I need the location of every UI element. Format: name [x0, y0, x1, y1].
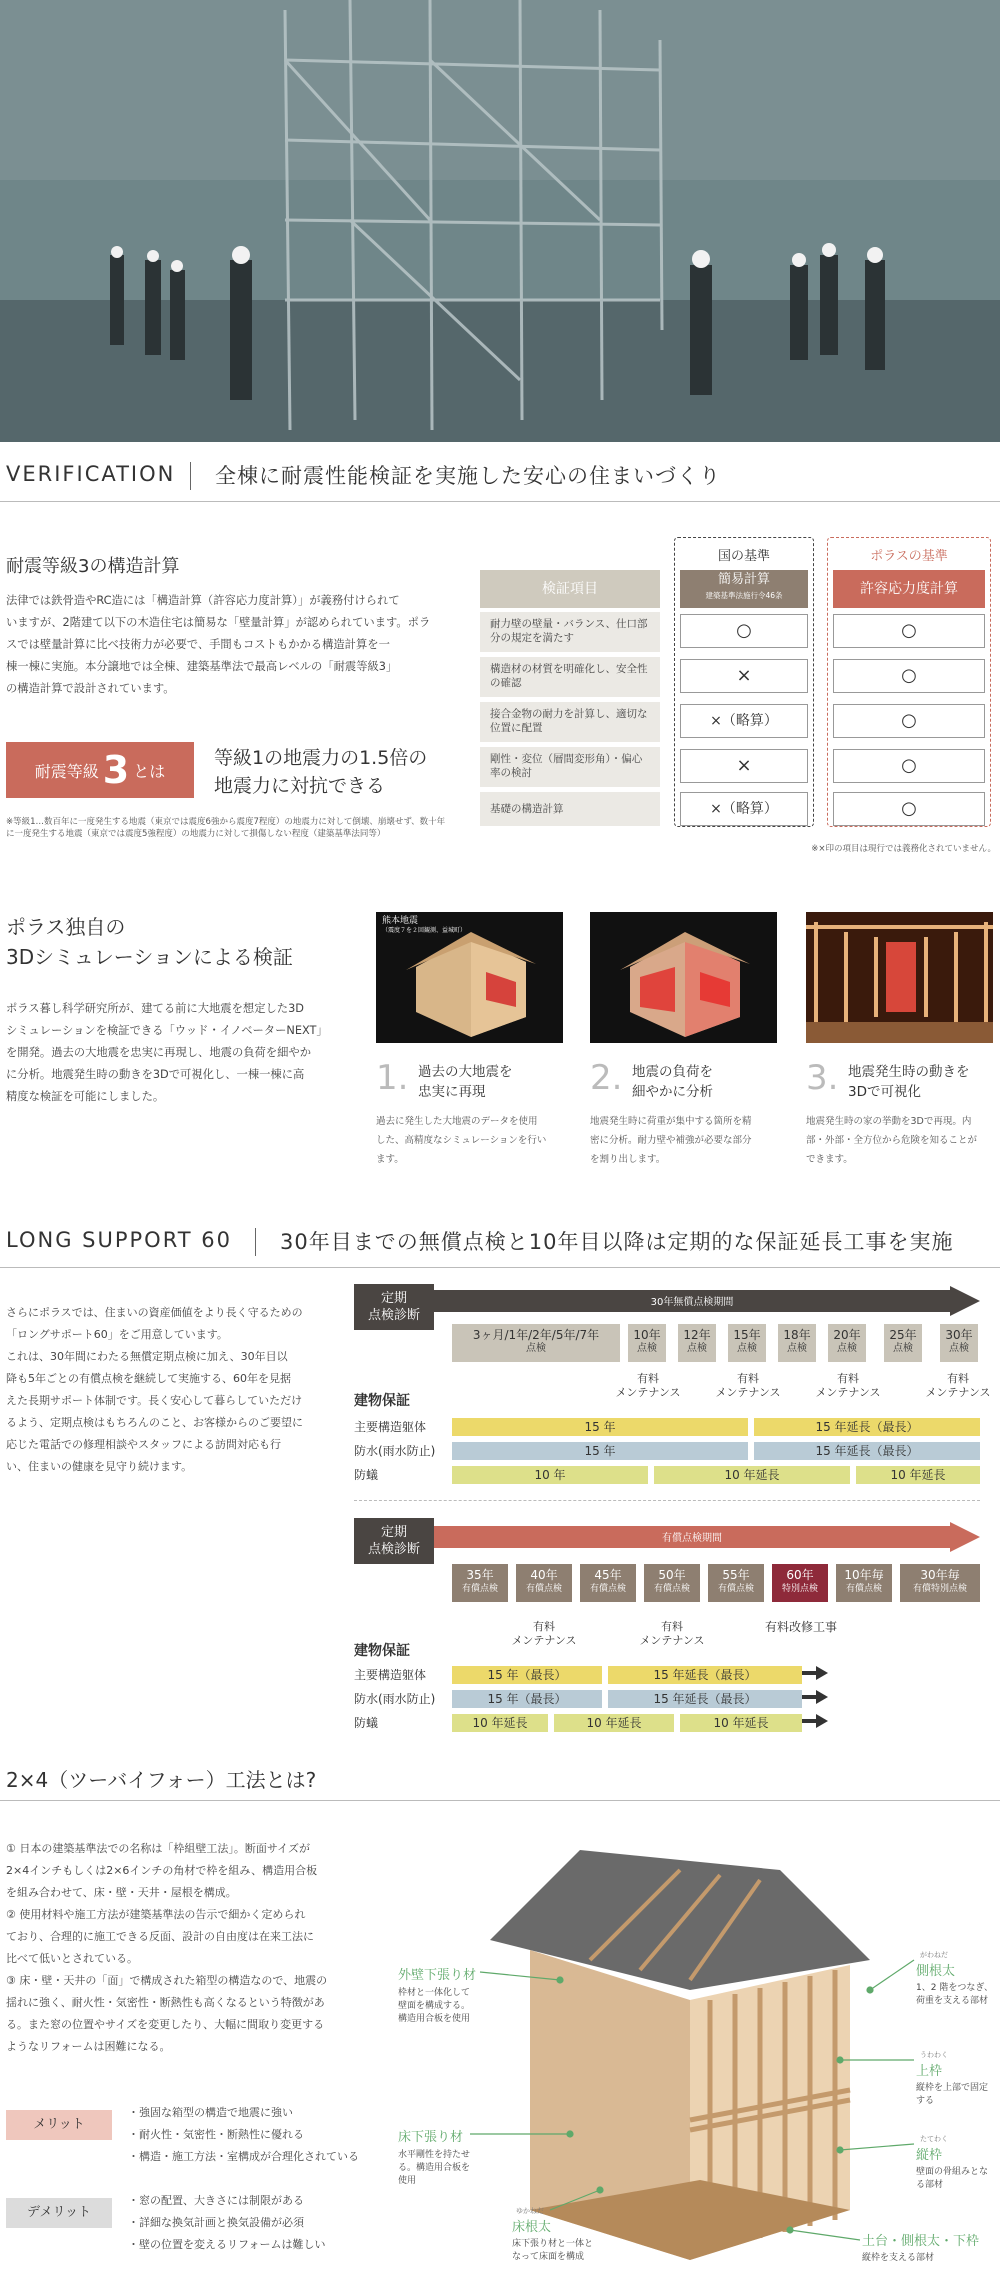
timeline2-head	[354, 1518, 434, 1564]
twobyfour-body-line: 2×4インチもしくは2×6インチの角材で枠を組み、構造用合板	[6, 1864, 318, 1877]
warranty-bar: 15 年	[452, 1418, 748, 1436]
long-support-en: LONG SUPPORT 60	[6, 1228, 232, 1252]
structure-body-line: いますが、2階建て以下の木造住宅は簡易な「壁量計算」が認められています。ポラ	[6, 616, 431, 629]
box-year: 60年	[786, 1568, 814, 1582]
maint-text: メンテナンス	[639, 1634, 705, 1647]
label-desc-line: 1、2 階をつなぎ、	[916, 1983, 993, 1993]
sim-body-line: を開発。過去の大地震を忠実に再現し、地震の負荷を細やか	[6, 1046, 312, 1059]
box-year: 10年毎	[844, 1568, 884, 1582]
warranty-bar: 15 年延長（最長）	[754, 1418, 980, 1436]
structure-body-line: 棟一棟に実施。本分譲地では全棟、建築基準法で最高レベルの「耐震等級3」	[6, 660, 398, 673]
merit-list	[128, 2102, 359, 2168]
timeline1-box	[728, 1324, 766, 1362]
box-sub: 点検	[637, 1343, 657, 1354]
box-year: 18年	[783, 1328, 811, 1342]
twobyfour-body-line: ようなリフォームは困難になる。	[6, 2040, 171, 2053]
twobyfour-body-line: 比べて低いとされている。	[6, 1952, 138, 1965]
step-desc-line: 密に分析。耐力壁や補強が必要な部分	[590, 1135, 752, 1146]
label-dodai	[862, 2230, 979, 2265]
timeline2-box	[836, 1564, 892, 1602]
box-sub: 有償点検	[589, 1584, 626, 1594]
label-gawanedai	[916, 1950, 993, 2008]
box-year: 50年	[658, 1568, 686, 1582]
ruby: うわわく	[920, 2051, 948, 2059]
label-desc-line: 荷重を支える部材	[916, 1996, 989, 2006]
sim-body-line: に分析。地震発生時の動きを3Dで可視化し、一棟一棟に高	[6, 1068, 305, 1081]
label-desc-line: 使用	[398, 2176, 417, 2186]
maint-text: メンテナンス	[925, 1386, 991, 1399]
timeline2-maint-label	[508, 1620, 580, 1648]
maint-paid: 有料	[837, 1372, 859, 1385]
box-year: 10年	[633, 1328, 661, 1342]
timeline1-box	[778, 1324, 816, 1362]
timeline1-maint-label	[712, 1372, 784, 1400]
box-year: 30年毎	[920, 1568, 960, 1582]
box-sub: 有償点検	[525, 1584, 562, 1594]
structure-body-line: スでは壁量計算に比べ技術力が必要で、手間もコストもかかる構造計算を一	[6, 638, 390, 651]
table-row-item: 基礎の構造計算	[480, 792, 660, 826]
merit-item: ・強固な箱型の構造で地震に強い	[128, 2106, 293, 2119]
box-sub: 有償点検	[717, 1584, 754, 1594]
grade-desc-line: 地震力に対抗できる	[214, 775, 386, 797]
table-row-polus: ○	[833, 614, 985, 648]
merit-item: ・耐火性・気密性・断熱性に優れる	[128, 2128, 304, 2141]
twobyfour-body-line: る。また窓の位置やサイズを変更したり、大幅に間取り変更する	[6, 2018, 325, 2031]
row-label: 防蟻	[354, 1468, 379, 1482]
sim-caption-title: 熊本地震	[382, 916, 419, 926]
ruby: ゆかねだ	[516, 2207, 544, 2215]
twobyfour-title: 2×4（ツーバイフォー）工法とは?	[6, 1768, 317, 1792]
timeline2-box-special	[772, 1564, 828, 1602]
twobyfour-body-line: ③ 床・壁・天井の「面」で構成された箱型の構造なので、地震の	[6, 1974, 328, 1987]
timeline2-repair-label: 有料改修工事	[764, 1620, 837, 1634]
label-desc-line: 枠材と一体化して	[398, 1988, 471, 1998]
box-year: 12年	[683, 1328, 711, 1342]
warranty-bar: 10 年	[452, 1466, 648, 1484]
box-year: 45年	[594, 1568, 622, 1582]
table-row-national: ×	[680, 749, 808, 783]
step-desc	[376, 1112, 546, 1169]
timeline1-first-box	[452, 1324, 620, 1362]
timeline1-box	[628, 1324, 666, 1362]
step-title-line: 過去の大地震を	[418, 1064, 513, 1080]
long-body	[6, 1302, 351, 1478]
label-desc-line: 壁面を構成する。	[398, 2001, 471, 2011]
warranty-bar: 10 年延長	[680, 1714, 802, 1732]
timeline2-box	[708, 1564, 764, 1602]
verification-en: VERIFICATION	[6, 462, 176, 486]
long-body-line: えた長期サポート体制です。長く安心して暮らしていただけ	[6, 1394, 303, 1407]
box-sub: 点検	[687, 1343, 707, 1354]
ruby: がわねだ	[920, 1951, 948, 1959]
step-title	[418, 1062, 513, 1102]
timeline1-box	[884, 1324, 922, 1362]
box-year: 40年	[530, 1568, 558, 1582]
label-dodai-title: 土台・側根太・下枠	[862, 2234, 980, 2249]
sim-title-line: 3Dシミュレーションによる検証	[6, 945, 293, 969]
timeline2-arrow-label: 有償点検期間	[662, 1533, 722, 1544]
sim-body	[6, 998, 366, 1108]
step-title-line: 地震の負荷を	[632, 1064, 713, 1080]
box-sub: 有償特別点検	[912, 1584, 967, 1594]
label-desc-line: る部材	[916, 2180, 944, 2190]
long-body-line: 「ロングサポート60」をご用意しています。	[6, 1328, 228, 1341]
timeline-head-line: 定期	[380, 1291, 407, 1306]
warranty-bar: 10 年延長	[554, 1714, 674, 1732]
sim-title-line: ポラス独自の	[6, 915, 126, 939]
table-row-national: ○	[680, 614, 808, 648]
step-desc-line: 地震発生時の家の挙動を3Dで再現。内	[806, 1116, 972, 1127]
label-yukashita-title: 床下張り材	[398, 2130, 464, 2145]
maint-paid: 有料	[661, 1620, 683, 1633]
step-title-line: 細やかに分析	[632, 1084, 713, 1100]
ruby: たてわく	[920, 2135, 948, 2143]
timeline1-arrow-label: 30年無償点検期間	[650, 1297, 734, 1308]
sim-caption-sub: （震度７を２回観測、益城町）	[382, 927, 467, 934]
box-sub: 点検	[837, 1343, 857, 1354]
header-divider	[190, 462, 191, 490]
step-number: 3.	[806, 1058, 839, 1098]
timeline-head-line: 点検診断	[367, 1542, 420, 1557]
row-label: 防蟻	[354, 1716, 379, 1730]
maint-paid: 有料	[533, 1620, 555, 1633]
sim-title	[6, 912, 293, 972]
twobyfour-body-line: ② 使用材料や施工方法が建築基準法の告示で細かく定められ	[6, 1908, 306, 1921]
timeline2-box	[580, 1564, 636, 1602]
timeline-divider	[354, 1500, 980, 1501]
box-sub: 特別点検	[781, 1584, 818, 1594]
long-body-line: 降も5年ごとの有償点検を継続して実施する、60年を見据	[6, 1372, 291, 1385]
grade-note-line: ※等級1…数百年に一度発生する地震（東京では震度6強から震度7程度）の地震力に対して倒壊、崩壊せず、数十年	[6, 817, 446, 827]
row-label: 主要構造躯体	[354, 1668, 427, 1682]
step-title-line: 地震発生時の動きを	[848, 1064, 970, 1080]
step-desc	[590, 1112, 752, 1169]
timeline1-head	[354, 1284, 434, 1330]
long-support-jp: 30年目までの無償点検と10年目以降は定期的な保証延長工事を実施	[280, 1230, 954, 1254]
box-sub: 有償点検	[461, 1584, 498, 1594]
step-desc-line: 過去に発生した大地震のデータを使用	[376, 1116, 538, 1127]
grade-note-line: に一度発生する地震（東京では震度5強程度）の地震力に対して損傷しない程度（建築基準法同等）	[6, 829, 386, 839]
step-desc-line: した、高精度なシミュレーションを行い	[376, 1135, 547, 1146]
step-desc-line: を割り出します。	[590, 1154, 666, 1165]
twobyfour-rule	[0, 1800, 1000, 1801]
timeline-head-line: 定期	[380, 1525, 407, 1540]
table-row-item: 剛性・変位（層間変形角）・偏心率の検討	[480, 747, 660, 787]
table-row-item: 構造材の材質を明確化し、安全性の確認	[480, 657, 660, 697]
demerit-label: デメリット	[6, 2198, 112, 2228]
box-year: 25年	[889, 1328, 917, 1342]
polus-label: ポラスの基準	[870, 549, 948, 564]
col-item-header: 検証項目	[480, 570, 660, 608]
warranty-bar: 15 年延長（最長）	[608, 1666, 802, 1684]
timeline2-maint-label	[636, 1620, 708, 1648]
demerit-list	[128, 2190, 325, 2256]
warranty-bar: 10 年延長	[856, 1466, 980, 1484]
twobyfour-body-line: ており、合理的に施工できる反面、設計の自由度は在来工法に	[6, 1930, 314, 1943]
label-desc-line: 縦枠を支える部材	[862, 2253, 935, 2263]
house-render-2	[590, 912, 777, 1043]
row-label: 防水(雨水防止)	[354, 1692, 436, 1706]
step-desc	[806, 1112, 977, 1169]
sim-image-1	[376, 912, 563, 1043]
warranty-bar: 10 年延長	[452, 1714, 548, 1732]
box-sub: 点検	[893, 1343, 913, 1354]
long-body-line: さらにポラスでは、住まいの資産価値をより長く守るための	[6, 1306, 303, 1319]
step-title-line: 忠実に再現	[418, 1084, 486, 1100]
warranty-bar: 15 年	[452, 1442, 748, 1460]
house-render-1	[376, 912, 563, 1043]
box-sub: 有償点検	[653, 1584, 690, 1594]
warranty-bar: 15 年延長（最長）	[608, 1690, 802, 1708]
row-label: 主要構造躯体	[354, 1420, 427, 1434]
table-row-national: ×（略算）	[680, 704, 808, 738]
long-body-line: これは、30年間にわたる無償定期点検に加え、30年目以	[6, 1350, 288, 1363]
label-desc-line: 構造用合板を使用	[398, 2014, 471, 2024]
label-desc-line: なって床面を構成	[512, 2252, 585, 2262]
table-row-item: 耐力壁の壁量・バランス、仕口部分の規定を満たす	[480, 612, 660, 652]
step-title-line: 3Dで可視化	[848, 1084, 921, 1100]
hero-photo	[0, 0, 1000, 442]
timeline1-maint-label	[812, 1372, 884, 1400]
maint-paid: 有料	[637, 1372, 659, 1385]
box-year: 35年	[466, 1568, 494, 1582]
step-desc-line: 部・外部・全方位から危険を知ることが	[806, 1135, 978, 1146]
demerit-item: ・窓の配置、大きさには制限がある	[128, 2194, 304, 2207]
national-label: 国の基準	[717, 549, 770, 564]
table-row-polus: ○	[833, 749, 985, 783]
label-yukashita	[398, 2126, 470, 2188]
timeline-head-line: 点検診断	[367, 1308, 420, 1323]
sim-body-line: シミュレーションを検証できる「ウッド・イノベーターNEXT」	[6, 1024, 328, 1037]
box-sub: 点検	[787, 1343, 807, 1354]
warranty-bar: 15 年（最長）	[452, 1666, 602, 1684]
box-sub: 点検	[737, 1343, 757, 1354]
label-tatewaku	[916, 2134, 988, 2192]
label-desc-line: 水平剛性を持たせ	[398, 2150, 471, 2160]
house-frame-illustration	[470, 1830, 900, 2270]
timeline2-warranty-title: 建物保証	[354, 1643, 410, 1659]
badge-pre: 耐震等級	[34, 761, 99, 781]
step-desc-line: ます。	[376, 1154, 404, 1165]
merit-label: メリット	[6, 2110, 112, 2140]
step-number: 1.	[376, 1058, 409, 1098]
timeline1-warranty-title: 建物保証	[354, 1393, 410, 1409]
sim-image-2	[590, 912, 777, 1043]
box-year: 20年	[833, 1328, 861, 1342]
timeline1-maint-label	[922, 1372, 994, 1400]
warranty-bar: 15 年延長（最長）	[754, 1442, 980, 1460]
table-row-polus: ○	[833, 704, 985, 738]
timeline1-box	[940, 1324, 978, 1362]
grade-badge	[6, 742, 194, 798]
verification-jp: 全棟に耐震性能検証を実施した安心の住まいづくり	[215, 464, 721, 488]
twobyfour-body-line: を組み合わせて、床・壁・天井・屋根を構成。	[6, 1886, 237, 1899]
merit-item: ・構造・施工方法・室構成が合理化されている	[128, 2150, 359, 2163]
twobyfour-body	[6, 1838, 376, 2058]
demerit-item: ・詳細な換気計画と換気設備が必須	[128, 2216, 304, 2229]
maint-text: メンテナンス	[511, 1634, 577, 1647]
row-label: 防水(雨水防止)	[354, 1444, 436, 1458]
badge-post: とは	[133, 761, 166, 781]
hero-illustration	[0, 0, 1000, 442]
long-support-header	[0, 1218, 1000, 1268]
warranty-bar: 10 年延長	[654, 1466, 850, 1484]
table-row-polus: ○	[833, 792, 985, 826]
col-polus-header: 許容応力度計算	[833, 570, 985, 608]
warranty-bar: 15 年（最長）	[452, 1690, 602, 1708]
box-sub: 点検	[949, 1343, 969, 1354]
table-row-national: ×（略算）	[680, 792, 808, 826]
step-title	[848, 1062, 970, 1102]
table-note: ※×印の項目は現行では義務化されていません。	[811, 844, 996, 854]
sim-image-3	[806, 912, 993, 1043]
table-row-national: ×	[680, 659, 808, 693]
structure-body-line: の構造計算で設計されています。	[6, 682, 175, 695]
structure-title: 耐震等級3の構造計算	[6, 556, 180, 577]
house-interior-render	[806, 912, 993, 1043]
maint-paid: 有料	[947, 1372, 969, 1385]
maint-paid: 有料	[737, 1372, 759, 1385]
label-uwawaku	[916, 2050, 988, 2108]
col-national-header	[680, 570, 808, 608]
label-tatewaku-title: 縦枠	[916, 2148, 943, 2163]
label-yukanedai-title: 床根太	[512, 2220, 552, 2235]
step-desc-line: できます。	[806, 1154, 853, 1165]
label-desc-line: する	[916, 2096, 935, 2106]
timeline2-box	[452, 1564, 508, 1602]
long-body-line: い、住まいの健康を見守り続けます。	[6, 1460, 193, 1473]
label-uwawaku-title: 上枠	[916, 2064, 943, 2079]
twobyfour-body-line: 揺れに強く、耐火性・気密性・断熱性も高くなるという特徴があ	[6, 1996, 325, 2009]
maint-text: メンテナンス	[815, 1386, 881, 1399]
box-year: 30年	[945, 1328, 973, 1342]
demerit-item: ・壁の位置を変えるリフォームは難しい	[128, 2238, 326, 2251]
structure-body-line: 法律では鉄骨造やRC造には「構造計算（許容応力度計算）」が義務付けられて	[6, 594, 400, 607]
grade-desc	[214, 744, 427, 800]
timeline1-box	[678, 1324, 716, 1362]
col-national-sub: 建築基準法施行令46条	[705, 591, 783, 600]
step-title	[632, 1062, 713, 1102]
label-yukanedai	[512, 2206, 593, 2264]
timeline2-box	[900, 1564, 980, 1602]
structure-body	[6, 590, 436, 700]
label-desc-line: る。構造用合板を	[398, 2163, 471, 2173]
maint-text: メンテナンス	[715, 1386, 781, 1399]
label-desc-line: 壁面の骨組みとな	[916, 2167, 989, 2177]
timeline1-box	[828, 1324, 866, 1362]
long-body-line: 応じた電話での修理相談やスタッフによる訪問対応も行	[6, 1438, 281, 1451]
twobyfour-body-line: ① 日本の建築基準法での名称は「枠組壁工法」。断面サイズが	[6, 1842, 310, 1855]
table-row-item: 接合金物の耐力を計算し、適切な位置に配置	[480, 702, 660, 742]
label-gaiheki	[398, 1964, 476, 2026]
timeline1-maint-label	[612, 1372, 684, 1400]
verification-header	[0, 452, 1000, 502]
table-row-polus: ○	[833, 659, 985, 693]
label-desc-line: 床下張り材と一体と	[512, 2239, 594, 2249]
label-gawanedai-title: 側根太	[916, 1964, 956, 1979]
box-sub: 有償点検	[845, 1584, 882, 1594]
label-desc-line: 縦枠を上部で固定	[916, 2083, 989, 2093]
label-gaiheki-title: 外壁下張り材	[398, 1968, 477, 1983]
grade-desc-line: 等級1の地震力の1.5倍の	[214, 747, 428, 769]
box-year: 15年	[733, 1328, 761, 1342]
box-year: 3ヶ月/1年/2年/5年/7年	[472, 1328, 600, 1342]
sim-body-line: 精度な検証を可能にしました。	[6, 1090, 165, 1103]
timeline2-box	[516, 1564, 572, 1602]
sim-body-line: ポラス暮し科学研究所が、建てる前に大地震を想定した3D	[6, 1002, 304, 1015]
header-divider	[255, 1228, 256, 1256]
badge-num: 3	[102, 748, 130, 792]
col-national-title: 簡易計算	[717, 572, 770, 587]
box-sub: 点検	[526, 1343, 546, 1354]
continue-arrows-icon	[802, 1664, 832, 1736]
maint-text: メンテナンス	[615, 1386, 681, 1399]
grade-note	[6, 816, 446, 840]
box-year: 55年	[722, 1568, 750, 1582]
step-desc-line: 地震発生時に荷重が集中する箇所を精	[590, 1116, 752, 1127]
step-number: 2.	[590, 1058, 623, 1098]
long-body-line: るよう、定期点検はもちろんのこと、お客様からのご要望に	[6, 1416, 303, 1429]
timeline2-box	[644, 1564, 700, 1602]
